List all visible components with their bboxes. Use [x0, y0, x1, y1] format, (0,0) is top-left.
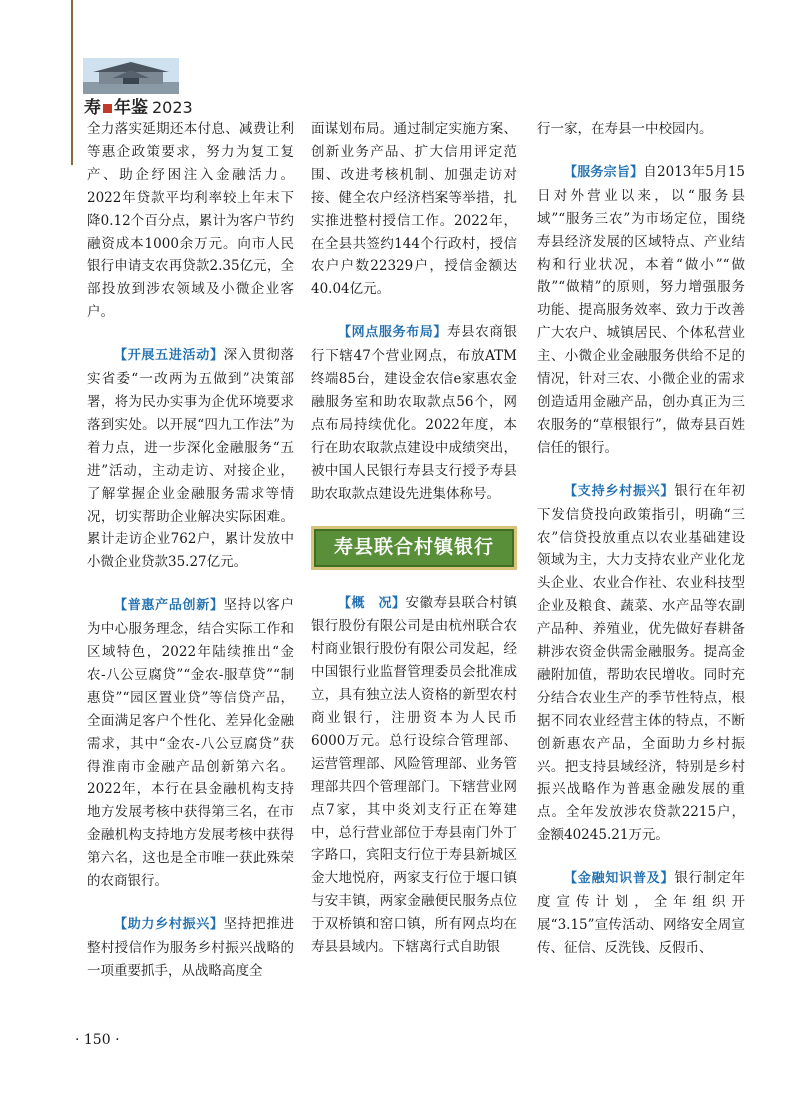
- header-building-image: [83, 58, 179, 94]
- title-year: 2023: [152, 98, 193, 117]
- paragraph: 【普惠产品创新】坚持以客户为中心服务理念，结合实际工作和区域特色，2022年陆续推出“金农-八公豆腐贷”“金农-服草贷”“制惠贷”“园区置业贷”等信贷产品，全面满足客户个性化、差异化金融需求，其中“金农-八公豆腐贷”获得淮南市金融产品创新第六名。2022年，本行在县金融机构支持地方发展考核中获得第三名，在市金融机构支持地方发展考核中获得第六名，这也是全市唯一获此殊荣的农商银行。: [87, 597, 294, 890]
- paragraph: 【网点服务布局】寿县农商银行下辖47个营业网点，布放ATM终端85台，建设金农信e家惠农金融服务室和助农取款点56个，网点布局持续优化。2022年度，本行在助农取款点建设中成绩突出，被中国人民银行寿县支行授予寿县助农取款点建设先进集体称号。: [311, 324, 517, 502]
- page-number: · 150 ·: [75, 1032, 120, 1048]
- section-keyword: 【金融知识普及】: [564, 871, 675, 887]
- paragraph: 【开展五进活动】深入贯彻落实省委“一改两为五做到”决策部署，将为民办实事为企优环境要求落到实处。以开展“四九工作法”为着力点，进一步深化金融服务“五进”活动，主动走访、对接企业，了解掌握企业金融服务需求等情况，切实帮助企业解决实际困难。累计走访企业762户，累计发放中小微企业贷款35.27亿元。: [87, 347, 294, 571]
- paragraph: 【服务宗旨】自2013年5月15日对外营业以来，以“服务县域”“服务三农”为市场定位，围绕寿县经济发展的区域特点、产业结构和行业状况，本着“做小”“做散”“做精”的原则，努力增强服务功能、提高服务效率、致力于改善广大农户、城镇居民、个体私营业主、小微企业金融服务供给不足的情况，针对三农、小微企业的需求创造适用金融产品，创办真正为三农服务的“草根银行”，做寿县百姓信任的银行。: [537, 163, 745, 456]
- section-keyword: 【网点服务布局】: [338, 325, 447, 341]
- paragraph: 面谋划布局。通过制定实施方案、创新业务产品、扩大信用评定范围、改进考核机制、加强走访对接、健全农户经济档案等举措，扎实推进整村授信工作。2022年，在全县共签约144个行政村，授信农户户数22329户，授信金额达40.04亿元。: [311, 121, 517, 298]
- section-keyword: 【服务宗旨】: [564, 164, 644, 180]
- section-keyword: 【开展五进活动】: [114, 348, 224, 364]
- title-rest: 年鉴: [114, 98, 148, 118]
- paragraph: 【金融知识普及】银行制定年度宣传计划，全年组织开展“3.15”宣传活动、网络安全周宣传、征信、反洗钱、反假币、: [537, 870, 745, 956]
- column-2: [311, 118, 517, 959]
- banner-title: 寿县联合村镇银行: [333, 536, 494, 559]
- paragraph: 全力落实延期还本付息、减费让利等惠企政策要求，努力为复工复产、助企纾困注入金融活力。2022年贷款平均利率较上年末下降0.12个百分点，累计为客户节约融资成本1000余万元。向市人民银行申请支农再贷款2.35亿元，全部投放到涉农领域及小微企业客户。: [87, 121, 294, 321]
- section-keyword: 【概 况】: [338, 595, 406, 611]
- red-seal-icon: [103, 104, 112, 113]
- column-3: [537, 118, 745, 960]
- section-keyword: 【支持乡村振兴】: [564, 483, 675, 499]
- title-char: 寿: [84, 98, 101, 118]
- section-banner: [311, 526, 517, 570]
- section-keyword: 【普惠产品创新】: [114, 598, 224, 614]
- paragraph: 【助力乡村振兴】坚持把推进整村授信作为服务乡村振兴战略的一项重要抓手，从战略高度全: [87, 916, 294, 979]
- paragraph: 行一家，在寿县一中校园内。: [537, 121, 713, 137]
- yearbook-title: [84, 93, 193, 118]
- paragraph: 【概 况】安徽寿县联合村镇银行股份有限公司是由杭州联合农村商业银行股份有限公司发起，经中国银行业监督管理委员会批准成立，具有独立法人资格的新型农村商业银行，注册资本为人民币6000万元。总行设综合管理部、运营管理部、风险管理部、业务管理部共四个管理部门。下辖营业网点7家，其中炎刘支行正在筹建中，总行营业部位于寿县南门外丁字路口，宾阳支行位于寿县新城区金大地悦府，两家支行位于堰口镇与安丰镇，两家金融便民服务点位于双桥镇和窑口镇，所有网点均在寿县县域内。下辖离行式自助银: [311, 594, 517, 956]
- header-rule: [71, 0, 73, 165]
- paragraph: 【支持乡村振兴】银行在年初下发信贷投向政策指引，明确“三农”信贷投放重点以农业基础建设领域为主，大力支持农业产业化龙头企业、农业合作社、农业科技型企业及粮食、蔬菜、水产品等农副产品种、养殖业，优先做好春耕备耕涉农资金供需金融服务。提高金融附加值，帮助农民增收。同时充分结合农业生产的季节性特点，根据不同农业经营主体的特点，不断创新惠农产品，全面助力乡村振兴。把支持县域经济，特别是乡村振兴战略作为普惠金融发展的重点。全年发放涉农贷款2215户，金额40245.21万元。: [537, 482, 745, 844]
- column-1: [87, 118, 294, 983]
- section-keyword: 【助力乡村振兴】: [114, 917, 224, 932]
